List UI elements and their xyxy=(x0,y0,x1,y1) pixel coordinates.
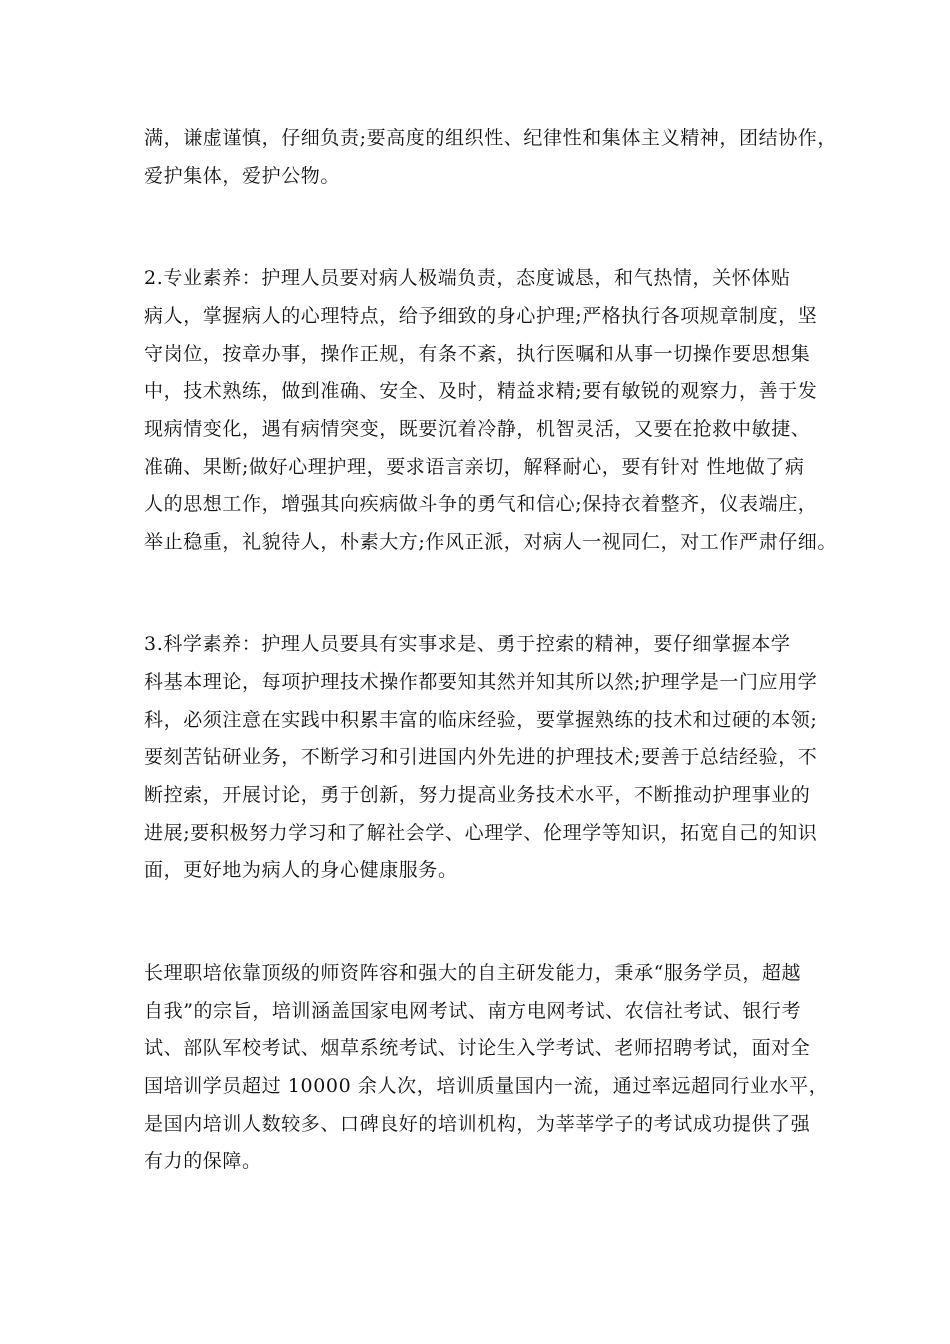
paragraph-4-line-2: 自我”的宗旨，培训涵盖国家电网考试、南方电网考试、农信社考试、银行考 xyxy=(144,1000,802,1022)
paragraph-4-line-4: 国培训学员超过 10000 余人次，培训质量国内一流，通过率远超同行业水平， xyxy=(144,1075,829,1097)
paragraph-4-line-1: 长理职培依靠顶级的师资阵容和强大的自主研发能力，秉承“服务学员，超越 xyxy=(144,962,802,984)
paragraph-2-line-1: 2.专业素养：护理人员要对病人极端负责，态度诚恳，和气热情，关怀体贴 xyxy=(144,267,791,289)
paragraph-3-line-5: 断控索，开展讨论，勇于创新，努力提高业务技术水平，不断推动护理事业的 xyxy=(144,784,811,806)
paragraph-3-line-6: 进展;要积极努力学习和了解社会学、心理学、伦理学等知识，拓宽自己的知识 xyxy=(144,822,818,844)
paragraph-2-line-6: 准确、果断;做好心理护理，要求语言亲切，解释耐心，要有针对 性地做了病 xyxy=(144,456,805,478)
paragraph-2-line-5: 现病情变化，遇有病情突变，既要沉着冷静，机智灵活，又要在抢救中敏捷、 xyxy=(144,418,811,440)
paragraph-2-line-3: 守岗位，按章办事，操作正规，有条不紊，执行医嘱和从事一切操作要思想集 xyxy=(144,343,811,365)
paragraph-3-line-2: 科基本理论，每项护理技术操作都要知其然并知其所以然;护理学是一门应用学 xyxy=(144,671,818,693)
paragraph-3-line-3: 科，必须注意在实践中积累丰富的临床经验，要掌握熟练的技术和过硬的本领; xyxy=(144,709,818,731)
paragraph-4-line-6: 有力的保障。 xyxy=(144,1150,262,1172)
paragraph-2-line-7: 人的思想工作，增强其向疾病做斗争的勇气和信心;保持衣着整齐，仪表端庄， xyxy=(144,493,818,515)
paragraph-3-line-1: 3.科学素养：护理人员要具有实事求是、勇于控索的精神，要仔细掌握本学 xyxy=(144,633,791,655)
paragraph-3-line-7: 面，更好地为病人的身心健康服务。 xyxy=(144,859,458,881)
paragraph-1-line-1: 满，谦虚谨慎，仔细负责;要高度的组织性、纪律性和集体主义精神，团结协作， xyxy=(144,127,838,149)
paragraph-3-line-4: 要刻苦钻研业务，不断学习和引进国内外先进的护理技术;要善于总结经验，不 xyxy=(144,746,818,768)
paragraph-2-line-2: 病人，掌握病人的心理特点，给予细致的身心护理;严格执行各项规章制度，坚 xyxy=(144,305,818,327)
paragraph-1-line-2: 爱护集体，爱护公物。 xyxy=(144,165,341,187)
paragraph-2-line-8: 举止稳重，礼貌待人，朴素大方;作风正派，对病人一视同仁，对工作严肃仔细。 xyxy=(144,531,838,553)
paragraph-4-line-3: 试、部队军校考试、烟草系统考试、讨论生入学考试、老师招聘考试，面对全 xyxy=(144,1037,811,1059)
paragraph-2-line-4: 中，技术熟练，做到准确、安全、及时，精益求精;要有敏锐的观察力，善于发 xyxy=(144,380,818,402)
paragraph-4-line-5: 是国内培训人数较多、口碑良好的培训机构，为莘莘学子的考试成功提供了强 xyxy=(144,1113,811,1135)
